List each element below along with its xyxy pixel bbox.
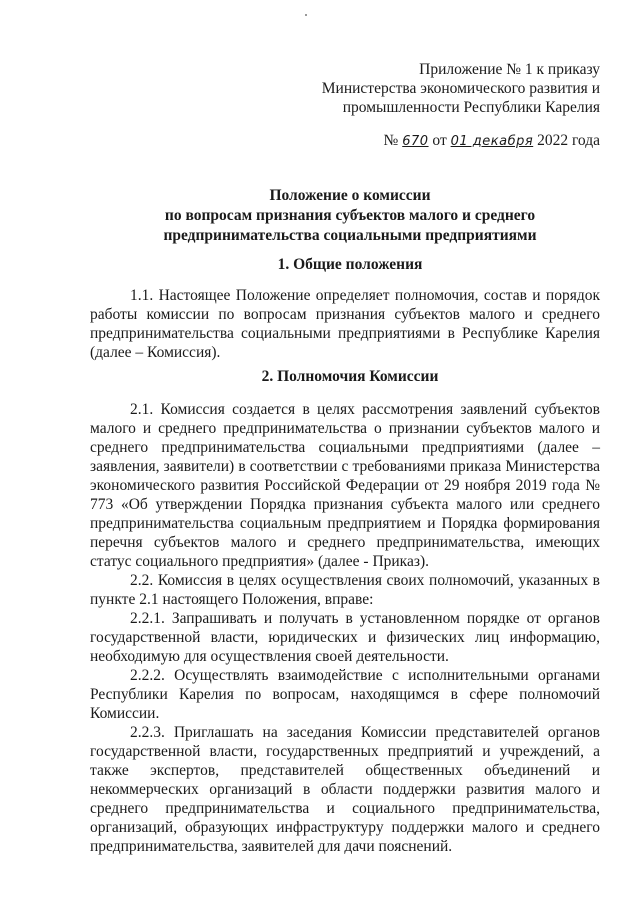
order-year: 2022 года [537, 132, 600, 149]
order-number-handwritten: 670 [402, 134, 429, 149]
order-from: от [432, 132, 447, 149]
section-2-heading: 2. Полномочия Комиссии [261, 368, 439, 385]
document-title [90, 186, 610, 246]
order-date-handwritten: 01 декабря [450, 134, 534, 149]
paragraph-1-1: 1.1. Настоящее Положение определяет полномочия, состав и порядок работы комиссии по вопросам признания субъектов малого и среднего предпринимательства социальными предприятиями в Республике Карелия (далее – Комиссия). [90, 287, 600, 361]
annex-line-1: Приложение № 1 к приказу [419, 61, 600, 78]
section-1-body [90, 286, 600, 362]
order-number-sign: № [383, 132, 399, 149]
title-line-3: предпринимательства социальными предприятиями [163, 227, 537, 244]
section-1-heading: 1. Общие положения [277, 256, 423, 273]
order-reference [384, 132, 600, 150]
annex-line-3: промышленности Республики Карелия [342, 99, 600, 116]
paragraph-2-1: 2.1. Комиссия создается в целях рассмотрения заявлений субъектов малого и среднего предпринимательства о признании субъектов малого и среднего предпринимательства социальными предприятиями (далее – заявления, заявители) в соответствии с требованиями приказа Министерства экономического развития Российской Федерации от 29 ноября 2019 года № 773 «Об утверждении Порядка признания субъекта малого или среднего предпринимательства социальным предприятием и Порядка формирования перечня субъектов малого и среднего предпринимательства, имеющих статус социального предприятия» (далее - Приказ). [90, 401, 600, 570]
paragraph-2-2-3: 2.2.3. Приглашать на заседания Комиссии представителей органов государственной власти, государственных предприятий и учреждений, а также экспертов, представителей общественных объединений и некоммерческих организаций в области поддержки развития малого и среднего предпринимательства и социального предпринимательства, организаций, образующих инфраструктуру поддержки малого и среднего предпринимательства, заявителей для дачи пояснений. [90, 724, 600, 855]
annex-header [322, 60, 600, 117]
paragraph-2-2-2: 2.2.2. Осуществлять взаимодействие с исполнительными органами Республики Карелия по вопросам, находящимся в сфере полномочий Комиссии. [90, 667, 600, 722]
title-line-1: Положение о комиссии [269, 187, 431, 204]
paragraph-2-2-1: 2.2.1. Запрашивать и получать в установленном порядке от органов государственной власти, юридических и физических лиц информацию, необходимую для осуществления своей деятельности. [90, 610, 600, 665]
paragraph-2-2: 2.2. Комиссия в целях осуществления своих полномочий, указанных в пункте 2.1 настоящего Положения, вправе: [90, 572, 600, 608]
title-line-2: по вопросам признания субъектов малого и среднего [164, 207, 536, 224]
scan-speck [305, 14, 307, 16]
section-2-body [90, 400, 600, 856]
annex-line-2: Министерства экономического развития и [321, 80, 600, 97]
